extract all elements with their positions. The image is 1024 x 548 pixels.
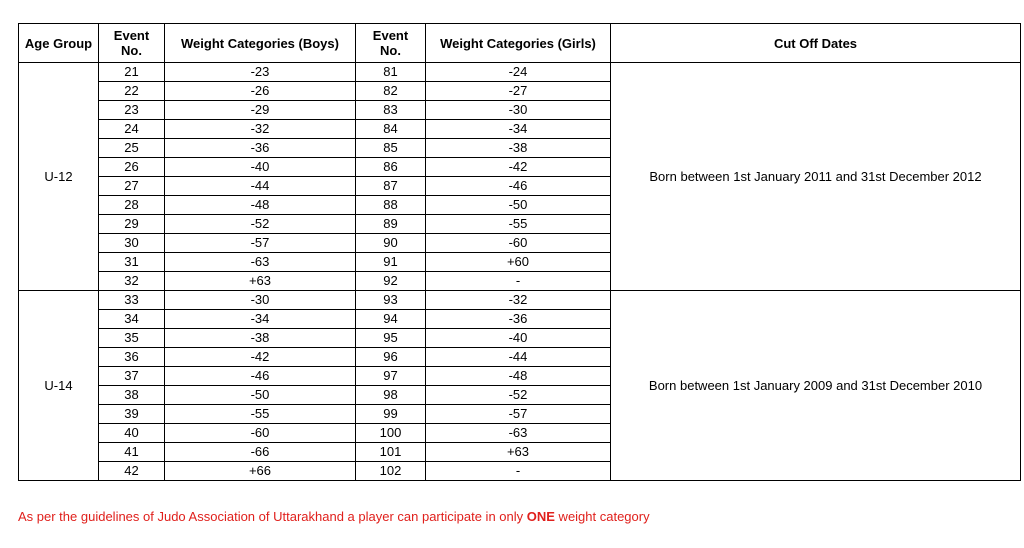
boys-event-no-cell: 25: [99, 139, 165, 158]
girls-weight-cell: -60: [426, 234, 611, 253]
boys-weight-cell: -55: [165, 405, 356, 424]
boys-event-no-cell: 40: [99, 424, 165, 443]
boys-event-no-cell: 27: [99, 177, 165, 196]
girls-event-no-cell: 98: [356, 386, 426, 405]
girls-weight-cell: -: [426, 462, 611, 481]
boys-weight-cell: -66: [165, 443, 356, 462]
weight-categories-table: [18, 23, 1021, 481]
boys-weight-cell: -60: [165, 424, 356, 443]
girls-event-no-cell: 86: [356, 158, 426, 177]
boys-weight-cell: -30: [165, 291, 356, 310]
cut-off-date-cell: Born between 1st January 2009 and 31st December 2010: [611, 291, 1021, 481]
girls-weight-cell: +60: [426, 253, 611, 272]
girls-weight-cell: -34: [426, 120, 611, 139]
boys-weight-cell: -63: [165, 253, 356, 272]
boys-weight-cell: -32: [165, 120, 356, 139]
boys-event-no-cell: 36: [99, 348, 165, 367]
boys-weight-cell: -48: [165, 196, 356, 215]
girls-event-no-cell: 101: [356, 443, 426, 462]
girls-weight-cell: -50: [426, 196, 611, 215]
boys-weight-cell: -57: [165, 234, 356, 253]
header-boys-event-no-line1: Event: [113, 28, 150, 43]
girls-event-no-cell: 89: [356, 215, 426, 234]
age-group-cell: U-14: [19, 291, 99, 481]
girls-weight-cell: -46: [426, 177, 611, 196]
girls-event-no-cell: 83: [356, 101, 426, 120]
boys-event-no-cell: 41: [99, 443, 165, 462]
girls-event-no-cell: 96: [356, 348, 426, 367]
boys-event-no-cell: 28: [99, 196, 165, 215]
boys-event-no-cell: 31: [99, 253, 165, 272]
header-boys-weight: Weight Categories (Boys): [165, 24, 356, 63]
girls-event-no-cell: 90: [356, 234, 426, 253]
note-text-before: As per the guidelines of Judo Association of Uttarakhand a player can participate in only: [18, 509, 527, 524]
girls-event-no-cell: 102: [356, 462, 426, 481]
girls-weight-cell: -48: [426, 367, 611, 386]
boys-weight-cell: -42: [165, 348, 356, 367]
girls-event-no-cell: 92: [356, 272, 426, 291]
boys-event-no-cell: 21: [99, 63, 165, 82]
header-boys-event-no-line2: No.: [121, 43, 142, 58]
girls-event-no-cell: 84: [356, 120, 426, 139]
girls-event-no-cell: 94: [356, 310, 426, 329]
girls-event-no-cell: 85: [356, 139, 426, 158]
boys-event-no-cell: 24: [99, 120, 165, 139]
girls-weight-cell: -44: [426, 348, 611, 367]
boys-event-no-cell: 37: [99, 367, 165, 386]
girls-event-no-cell: 82: [356, 82, 426, 101]
girls-weight-cell: -32: [426, 291, 611, 310]
boys-event-no-cell: 34: [99, 310, 165, 329]
girls-event-no-cell: 81: [356, 63, 426, 82]
boys-weight-cell: +66: [165, 462, 356, 481]
boys-weight-cell: -40: [165, 158, 356, 177]
table-row: [19, 291, 1021, 310]
boys-event-no-cell: 32: [99, 272, 165, 291]
girls-event-no-cell: 100: [356, 424, 426, 443]
header-age-group: Age Group: [19, 24, 99, 63]
girls-event-no-cell: 99: [356, 405, 426, 424]
girls-event-no-cell: 93: [356, 291, 426, 310]
age-group-cell: U-12: [19, 63, 99, 291]
header-girls-event-no-line2: No.: [380, 43, 401, 58]
boys-event-no-cell: 26: [99, 158, 165, 177]
table-row: [19, 63, 1021, 82]
girls-weight-cell: -63: [426, 424, 611, 443]
girls-event-no-cell: 91: [356, 253, 426, 272]
boys-weight-cell: -36: [165, 139, 356, 158]
boys-event-no-cell: 29: [99, 215, 165, 234]
boys-weight-cell: -29: [165, 101, 356, 120]
table-body: [19, 63, 1021, 481]
boys-event-no-cell: 30: [99, 234, 165, 253]
girls-weight-cell: -52: [426, 386, 611, 405]
boys-weight-cell: -23: [165, 63, 356, 82]
note-text-after: weight category: [554, 509, 650, 524]
boys-event-no-cell: 39: [99, 405, 165, 424]
header-girls-event-no-line1: Event: [372, 28, 409, 43]
table-header-row: [19, 24, 1021, 63]
boys-weight-cell: -26: [165, 82, 356, 101]
girls-weight-cell: -57: [426, 405, 611, 424]
girls-weight-cell: -55: [426, 215, 611, 234]
boys-event-no-cell: 35: [99, 329, 165, 348]
header-boys-event-no: [99, 24, 165, 63]
girls-weight-cell: -36: [426, 310, 611, 329]
boys-weight-cell: -38: [165, 329, 356, 348]
boys-weight-cell: -52: [165, 215, 356, 234]
header-cut-off-dates: Cut Off Dates: [611, 24, 1021, 63]
girls-weight-cell: -27: [426, 82, 611, 101]
note-emphasis: ONE: [526, 509, 555, 524]
boys-event-no-cell: 33: [99, 291, 165, 310]
girls-event-no-cell: 87: [356, 177, 426, 196]
boys-event-no-cell: 22: [99, 82, 165, 101]
girls-event-no-cell: 97: [356, 367, 426, 386]
boys-event-no-cell: 42: [99, 462, 165, 481]
cut-off-date-cell: Born between 1st January 2011 and 31st December 2012: [611, 63, 1021, 291]
girls-weight-cell: -38: [426, 139, 611, 158]
girls-weight-cell: +63: [426, 443, 611, 462]
girls-event-no-cell: 95: [356, 329, 426, 348]
boys-weight-cell: +63: [165, 272, 356, 291]
girls-weight-cell: -: [426, 272, 611, 291]
girls-weight-cell: -24: [426, 63, 611, 82]
girls-weight-cell: -30: [426, 101, 611, 120]
boys-weight-cell: -44: [165, 177, 356, 196]
header-girls-event-no: [356, 24, 426, 63]
boys-weight-cell: -46: [165, 367, 356, 386]
eligibility-note: [18, 509, 650, 524]
header-girls-weight: Weight Categories (Girls): [426, 24, 611, 63]
girls-weight-cell: -40: [426, 329, 611, 348]
boys-weight-cell: -34: [165, 310, 356, 329]
girls-event-no-cell: 88: [356, 196, 426, 215]
boys-weight-cell: -50: [165, 386, 356, 405]
boys-event-no-cell: 23: [99, 101, 165, 120]
girls-weight-cell: -42: [426, 158, 611, 177]
boys-event-no-cell: 38: [99, 386, 165, 405]
